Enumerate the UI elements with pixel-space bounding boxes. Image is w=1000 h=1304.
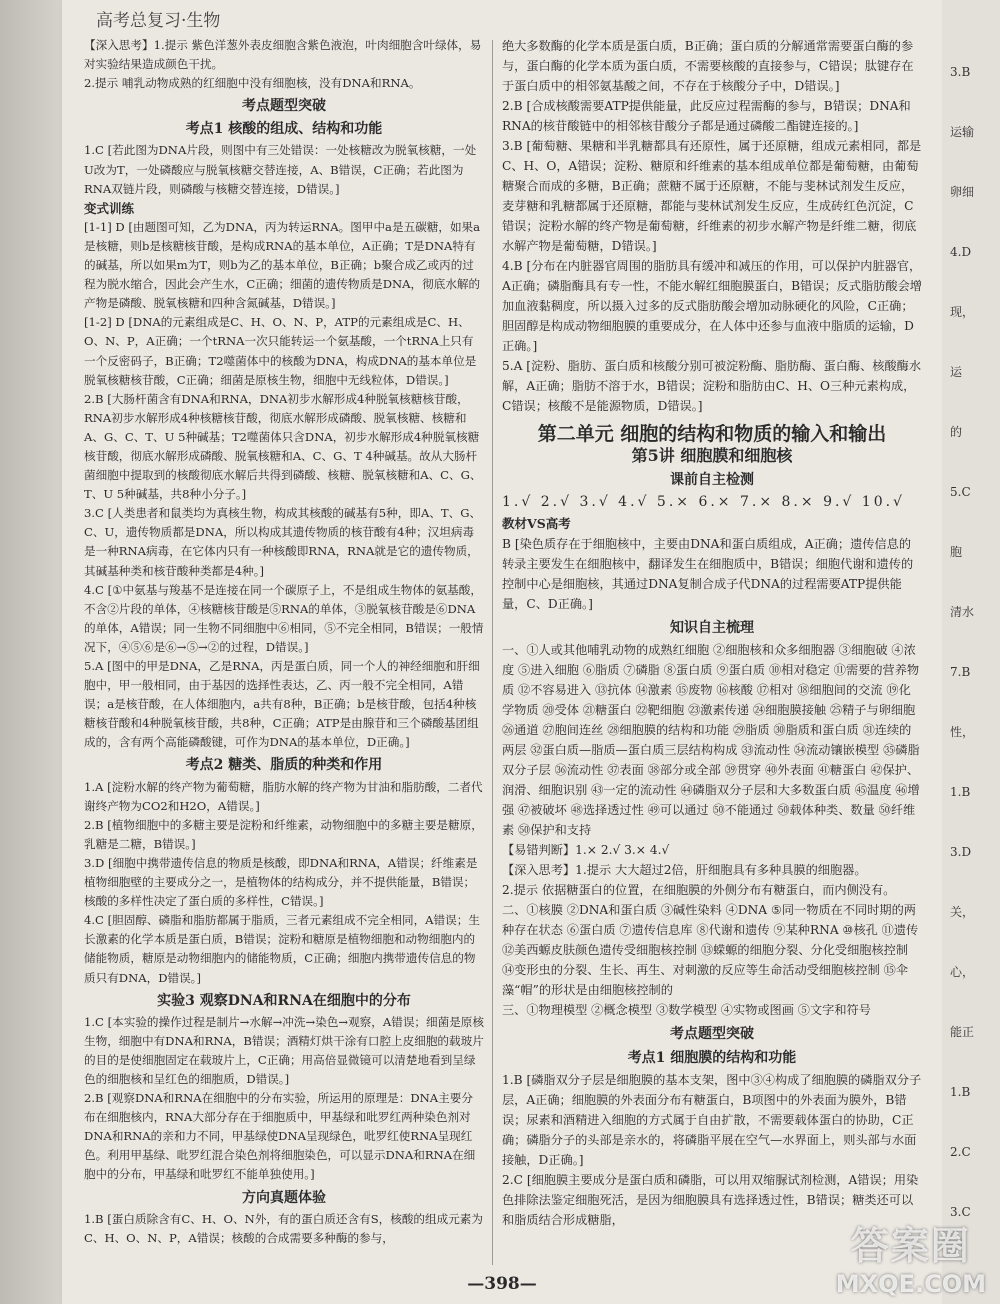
facing-page-fragment: 性， [950, 725, 975, 739]
facing-page-fragment: 心， [950, 965, 975, 979]
facing-page-fragment: 关， [950, 905, 975, 919]
facing-page-fragment: 运输 [950, 125, 975, 139]
answer-paragraph: 2.B [合成核酸需要ATP提供能量，此反应过程需酶的参与，B错误；DNA和RNA的核苷酸链中的相邻核苷酸分子都是通过磷酸二酯键连接的。] [502, 99, 911, 133]
book-gutter [0, 0, 62, 1304]
answer-paragraph: B [染色质存在于细胞核中，主要由DNA和蛋白质组成，A正确；遗传信息的转录主要发生在细胞核中，翻译发生在细胞质中，B错误；细胞代谢和遗传的控制中心是细胞核，其通过DNA复制合成子代DNA的过程需要ATP提供能量，C、D正确。] [502, 537, 914, 611]
heading-text: 课前自主检测 [670, 472, 754, 488]
answer-paragraph: 2.提示 哺乳动物成熟的红细胞中没有细胞核，没有DNA和RNA。 [84, 76, 421, 91]
heading-text: 考点题型突破 [670, 1026, 754, 1042]
column-divider [492, 40, 493, 1265]
answer-paragraph: 3.C [人类患者和鼠类均为真核生物，构成其核酸的碱基有5种，即A、T、G、C、U，遗传物质都是DNA，所以构成其遗传物质的核苷酸有4种；汉坦病毒是一种RNA病毒，在它体内只有一种核酸即RNA，RNA就是它的遗传物质，其碱基种类和核苷酸种类都是4种。] [84, 506, 482, 578]
answer-paragraph: [1-1] D [由题图可知，乙为DNA，丙为转运RNA。图甲中a是五碳糖，如果a是核糖，则b是核糖核苷酸，是构成RNA的基本单位，A正确；T是DNA特有的碱基，所以如果m为T，则b为乙的基本单位，B正确；b聚合成乙或丙的过程为脱水缩合，因此会产生水，C正确；细菌的遗传物质是DNA，彻底水解的产物是磷酸、脱氧核糖和四种含氮碱基，D错误。] [84, 219, 481, 311]
right-column [502, 36, 922, 1230]
answer-paragraph: 5.A [图中的甲是DNA，乙是RNA，丙是蛋白质，同一个人的神经细胞和肝细胞中，甲一般相同，由于基因的选择性表达，乙、丙一般不完全相同，A错误；a是核苷酸，在人体细胞内，a共有8种，B正确；b是核苷酸，包括4种核糖核苷酸和4种脱氧核苷酸，共8种，C正确；ATP是由腺苷和三个磷酸基团组成的，含有两个高能磷酸键，可作为DNA的基本单位，D正确。] [84, 659, 480, 750]
facing-page-fragment: 2.C [950, 1145, 971, 1159]
answer-paragraph: 2.B [观察DNA和RNA在细胞中的分布实验，所运用的原理是：DNA主要分布在细胞核内，RNA大部分存在于细胞质中，甲基绿和吡罗红两种染色剂对DNA和RNA的亲和力不同，甲基绿使DNA呈现绿色，吡罗红使RNA呈现红色。利用甲基绿、吡罗红混合染色剂将细胞染色，可以显示DNA和RNA在细胞中的分布，甲基绿和吡罗红不能单独使用。] [84, 1091, 476, 1182]
answer-paragraph: 三、①物理模型 ②概念模型 ③数学模型 ④实物或图画 ⑤文字和符号 [502, 1003, 871, 1017]
answer-paragraph: 绝大多数酶的化学本质是蛋白质，B正确；蛋白质的分解通常需要蛋白酶的参与，蛋白酶的化学本质为蛋白质，不需要核酸的直接参与，C错误；肽键存在于蛋白质中的相邻氨基酸之间，不存在于核酸分子中，D错误。] [502, 39, 914, 93]
watermark-url: MXQE.COM [835, 1270, 986, 1298]
answer-paragraph: 3.B [葡萄糖、果糖和半乳糖都具有还原性，属于还原糖，组成元素相同，都是C、H、O，A错误；淀粉、糖原和纤维素的基本组成单位都是葡萄糖，由葡萄糖聚合而成的多糖，B正确；蔗糖不属于还原糖，不能与斐林试剂发生反应，麦芽糖和乳糖都属于还原糖，都能与斐林试剂发生反应，生成砖红色沉淀，C错误；淀粉水解的终产物是葡萄糖，纤维素的初步水解产物是纤维二糖，彻底水解产物是葡萄糖，D错误。] [502, 139, 922, 253]
page-number: —398— [467, 1274, 537, 1294]
facing-page-edge [942, 0, 1000, 1304]
answer-paragraph: 【深入思考】1.提示 紫色洋葱外表皮细胞含紫色液泡，叶肉细胞含叶绿体，易对实验结果造成颜色干扰。 [84, 38, 482, 72]
answer-paragraph: 4.C [胆固醇、磷脂和脂肪都属于脂质，三者元素组成不完全相同，A错误；生长激素的化学本质是蛋白质，B错误；淀粉和糖原是植物细胞和动物细胞内的储能物质，糖原是动物细胞内的储能物质，C正确；细胞内携带遗传信息的物质只有DNA，D错误。] [84, 913, 480, 985]
facing-page-fragment: 3.D [950, 845, 972, 859]
answer-paragraph: 2.B [植物细胞中的多糖主要是淀粉和纤维素，动物细胞中的多糖主要是糖原，乳糖是二糖，B错误。] [84, 817, 483, 851]
facing-page-fragment: 清水 [950, 605, 975, 619]
facing-page-fragment: 1.B [950, 785, 971, 799]
answer-paragraph: 二、①核膜 ②DNA和蛋白质 ③碱性染料 ④DNA ⑤同一物质在不同时期的两种存在状态 ⑥蛋白质 ⑦遗传信息库 ⑧代谢和遗传 ⑨某种RNA ⑩核孔 ⑪遗传 ⑫美西螈皮肤颜色遗传受细胞核控制 ⑬蝾螈的细胞分裂、分化受细胞核控制 ⑭变形虫的分裂、生长、再生、对刺激的反应等生命活动受细胞核控制 ⑮伞藻“帽”的形状是由细胞核控制的 [502, 903, 919, 997]
answer-paragraph: 2.C [细胞膜主要成分是蛋白质和磷脂，可以用双缩脲试剂检测，A错误；用染色排除法鉴定细胞死活，是因为细胞膜具有选择透过性，B错误；糖类还可以和脂质结合形成糖脂， [502, 1173, 919, 1227]
unit-text: 第二单元 细胞的结构和物质的输入和输出 [537, 423, 887, 445]
heading-text: 考点1 细胞膜的结构和功能 [627, 1050, 797, 1066]
answer-paragraph: 一、①人或其他哺乳动物的成熟红细胞 ②细胞核和众多细胞器 ③细胞破 ④浓度 ⑤进入细胞 ⑥脂质 ⑦磷脂 ⑧蛋白质 ⑨蛋白质 ⑩相对稳定 ⑪需要的营养物质 ⑫不容易进入 ⑬抗体 ⑭激素 ⑮废物 ⑯核酸 ⑰相对 ⑱细胞间的交流 ⑲化学物质 ⑳受体 ㉑糖蛋白 ㉒靶细胞 ㉓激素传递 ㉔细胞膜接触 ㉕精子与卵细胞 ㉖通道 ㉗胞间连丝 ㉘细胞膜的结构和功能 ㉙脂质 ㉚脂质和蛋白质 ㉛连续的两层 ㉜蛋白质—脂质—蛋白质三层结构构成 ㉝流动性 ㉞流动镶嵌模型 ㉟磷脂双分子层 ㊱流动性 ㊲表面 ㊳部分或全部 ㊴贯穿 ㊵外表面 ㊶糖蛋白 ㊷保护、润滑、细胞识别 ㊸一定的流动性 ㊹磷脂双分子层和大多数蛋白质 ㊺温度 ㊻增强 ㊼被破坏 ㊽选择透过性 ㊾可以通过 ㊿不能通过 ㊿载体种类、数量 ㊿纤维素 ㊿保护和支持 [502, 643, 920, 837]
answer-paragraph: 1.C [若此图为DNA片段，则图中有三处错误：一处核糖改为脱氧核糖，一处U改为T，一处磷酸应与脱氧核糖交替连接，A、B错误，C正确；若此图为RNA双链片段，则磷酸与核糖交替连接，D错误。] [84, 143, 477, 196]
running-header: 高考总复习·生物 [96, 11, 221, 31]
facing-page-fragment: 4.D [950, 245, 972, 259]
subhead-text: 教材VS高考 [502, 516, 571, 531]
answer-paragraph: 1.B [蛋白质除含有C、H、O、N外，有的蛋白质还含有S，核酸的组成元素为C、H、O、N、P，A错误；核酸的合成需要多种酶的参与， [84, 1211, 483, 1245]
answers-text: 1.√ 2.√ 3.√ 4.√ 5.× 6.× 7.× 8.× 9.√ 10.√ [502, 494, 905, 510]
heading-text: 实验3 观察DNA和RNA在细胞中的分布 [157, 992, 411, 1009]
left-column [84, 36, 484, 1248]
answer-paragraph: 1.A [淀粉水解的终产物为葡萄糖，脂肪水解的终产物为甘油和脂肪酸，二者代谢终产物为CO2和H2O，A错误。] [84, 779, 483, 813]
facing-page-fragment: 卵细 [950, 185, 975, 199]
answer-paragraph: 1.C [本实验的操作过程是制片→水解→冲洗→染色→观察，A错误；细菌是原核生物，细胞中有DNA和RNA，B错误；酒精灯烘干涂有口腔上皮细胞的载玻片的目的是使细胞固定在载玻片上，C正确；用高倍显微镜可以清楚地看到呈绿色的细胞核和呈红色的细胞质，D错误。] [84, 1014, 484, 1086]
answer-paragraph: 【深入思考】1.提示 大大超过2倍，肝细胞具有多种具膜的细胞器。 [502, 863, 867, 877]
heading-text: 考点1 核酸的组成、结构和功能 [185, 121, 383, 138]
watermark [836, 1215, 986, 1298]
answer-paragraph: 3.D [细胞中携带遗传信息的物质是核酸，即DNA和RNA，A错误；纤维素是植物细胞壁的主要成分之一，是植物体的结构成分，并不提供能量，B错误；核酸的多样性决定了蛋白质的多样性，C错误。] [84, 855, 478, 909]
facing-page-fragment: 现， [950, 305, 975, 319]
answer-paragraph: 1.B [磷脂双分子层是细胞膜的基本支架，图中③④构成了细胞膜的磷脂双分子层，A正确；细胞膜的外表面分布有糖蛋白，B项图中的外表面为膜外，B错误；尿素和酒精进入细胞的方式属于自由扩散，不需要载体蛋白的协助，C正确；磷脂分子的头部是亲水的，将磷脂平展在空气—水界面上，则头部与水面接触，D正确。] [502, 1073, 922, 1167]
facing-page-fragment: 7.B [950, 665, 971, 679]
facing-page-fragment: 胞 [950, 545, 963, 559]
answer-paragraph: 2.B [大肠杆菌含有DNA和RNA，DNA初步水解形成4种脱氧核糖核苷酸，RNA初步水解形成4种核糖核苷酸，彻底水解形成磷酸、脱氧核糖、核糖和A、G、C、T、U 5种碱基；T2噬菌体只含DNA，初步水解形成4种脱氧核糖核苷酸，彻底水解形成磷酸、脱氧核糖和A、C、G、T 4种碱基。故从大肠杆菌细胞中提取到的核酸彻底水解后共得到磷酸、核糖、脱氧核糖和A、C、G、T、U 5种碱基，共8种小分子。] [84, 391, 482, 502]
facing-page-fragment: 运 [950, 365, 963, 379]
facing-page-fragment: 能正 [950, 1025, 975, 1039]
heading-text: 方向真题体验 [242, 1189, 326, 1206]
heading-text: 知识自主梳理 [670, 620, 754, 636]
lecture-text: 第5讲 细胞膜和细胞核 [631, 446, 793, 465]
facing-page-fragment: 1.B [950, 1085, 971, 1099]
facing-page-fragment: 3.B [950, 65, 971, 79]
answer-paragraph: 5.A [淀粉、脂肪、蛋白质和核酸分别可被淀粉酶、脂肪酶、蛋白酶、核酸酶水解，A正确；脂肪不溶于水，B错误；淀粉和脂肪由C、H、O三种元素构成，C错误；核酸不是能源物质，D错误。] [502, 359, 922, 413]
watermark-logo: 答案圈 [850, 1224, 971, 1268]
subhead-text: 变式训练 [84, 200, 135, 216]
answer-paragraph: 【易错判断】1.× 2.√ 3.× 4.√ [502, 843, 670, 857]
book-page [62, 0, 942, 1304]
heading-text: 考点题型突破 [242, 98, 326, 115]
answer-paragraph: 4.B [分布在内脏器官周围的脂肪具有缓冲和减压的作用，可以保护内脏器官，A正确；磷脂酶具有专一性，不能水解红细胞膜蛋白，B错误；反式脂肪酸会增加血液黏稠度，所以摄入过多的反式脂肪酸会增加动脉硬化的风险，C正确；胆固醇是构成动物细胞膜的重要成分，在人体中还参与血液中脂质的运输，D正确。] [502, 259, 922, 353]
answer-paragraph: [1-2] D [DNA的元素组成是C、H、O、N、P，ATP的元素组成是C、H、O、N、P，A正确；一个tRNA一次只能转运一个氨基酸，一个tRNA上只有一个反密码子，B正确；T2噬菌体中的核酸为DNA，构成DNA的基本单位是脱氧核糖核苷酸，C正确；细菌是原核生物，细胞中无线粒体，D错误。] [84, 315, 477, 387]
facing-page-fragment: 的 [950, 425, 963, 439]
facing-page-fragment: 3.C [950, 1205, 971, 1219]
heading-text: 考点2 糖类、脂质的种类和作用 [185, 757, 383, 774]
facing-page-fragment: 5.C [950, 485, 971, 499]
answer-paragraph: 2.提示 依据糖蛋白的位置，在细胞膜的外侧分布有糖蛋白，而内侧没有。 [502, 883, 896, 897]
answer-paragraph: 4.C [①中氨基与羧基不是连接在同一个碳原子上，不是组成生物体的氨基酸，不含②片段的单体，④核糖核苷酸是⑤RNA的单体，③脱氧核苷酸是⑥DNA的单体，A错误；同一生物不同细胞中⑥相同，⑤不完全相同，B错误；一般情况下，④⑤⑥是⑥→⑤→②的过程，D错误。] [84, 582, 484, 654]
